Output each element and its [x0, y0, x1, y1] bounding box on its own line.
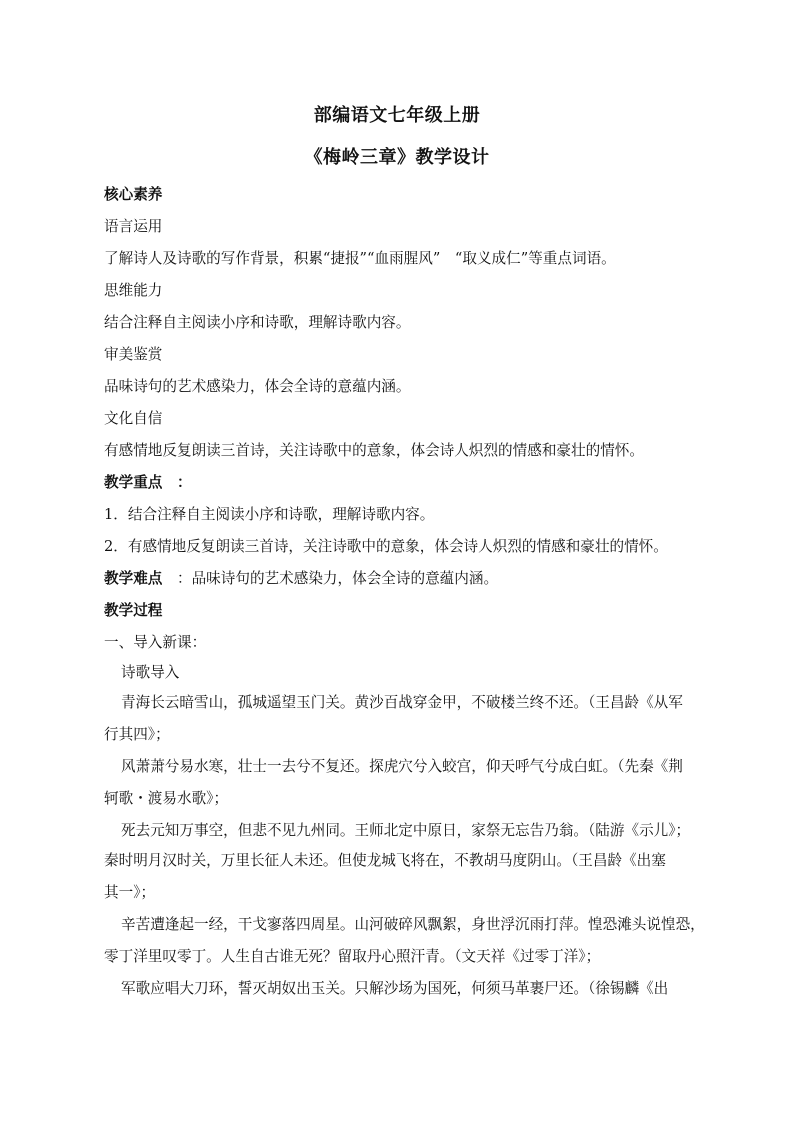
poem-4-line-2: 其一》；: [104, 884, 156, 901]
heading-culture: 文化自信: [104, 410, 163, 427]
poem-4-line-1: 秦时明月汉时关，万里长征人未还。但使龙城飞将在，不教胡马度阴山。（王昌龄《出塞: [104, 852, 666, 869]
heading-difficulty: 教学难点: [104, 570, 163, 587]
heading-key-points: 教学重点 ：: [104, 474, 192, 491]
step-1-heading: 一、导入新课：: [104, 634, 207, 651]
poem-5-line-1: 辛苦遭逢起一经，干戈寥落四周星。山河破碎风飘絮，身世浮沉雨打萍。惶恐滩头说惶恐，: [121, 916, 705, 933]
heading-aesthetic: 审美鉴赏: [104, 346, 163, 363]
key-point-2: 2．有感情地反复朗读三首诗，关注诗歌中的意象，体会诗人炽烈的情感和豪壮的情怀。: [104, 538, 668, 555]
text-difficulty: ：品味诗句的艺术感染力，体会全诗的意蕴内涵。: [162, 570, 499, 587]
poem-2-line-1: 风萧萧兮易水寒，壮士一去兮不复还。探虎穴兮入蛟宫，仰天呼气兮成白虹。（先秦《荆: [121, 758, 683, 775]
doc-title-lesson: 《梅岭三章》教学设计: [304, 147, 490, 168]
doc-title-grade: 部编语文七年级上册: [313, 105, 481, 126]
text-language-use: 了解诗人及诗歌的写作背景，积累“捷报”“血雨腥风” “取义成仁”等重点词语。: [104, 250, 616, 267]
text-thinking: 结合注释自主阅读小序和诗歌，理解诗歌内容。: [104, 314, 411, 331]
heading-process: 教学过程: [104, 602, 163, 619]
heading-core-literacy: 核心素养: [104, 186, 163, 203]
poem-5-line-2: 零丁洋里叹零丁。人生自古谁无死？留取丹心照汗青。（文天祥《过零丁洋》；: [104, 948, 601, 965]
poem-2-line-2: 轲歌・渡易水歌》；: [104, 790, 229, 807]
text-aesthetic: 品味诗句的艺术感染力，体会全诗的意蕴内涵。: [104, 378, 411, 395]
difficulty-line: [104, 568, 724, 590]
poem-3-line: 死去元知万事空，但悲不见九州同。王师北定中原日，家祭无忘告乃翁。（陆游《示儿》；: [121, 822, 691, 839]
key-point-1: 1．结合注释自主阅读小序和诗歌，理解诗歌内容。: [104, 506, 435, 523]
heading-thinking: 思维能力: [104, 282, 163, 299]
poem-6-line-1: 军歌应唱大刀环，誓灭胡奴出玉关。只解沙场为国死，何须马革裹尸还。（徐锡麟《出: [121, 980, 669, 997]
poem-1-line-1: 青海长云暗雪山，孤城遥望玉门关。黄沙百战穿金甲，不破楼兰终不还。（王昌龄《从军: [121, 694, 683, 711]
poem-intro-heading: 诗歌导入: [121, 664, 180, 681]
heading-language-use: 语言运用: [104, 218, 163, 235]
text-culture: 有感情地反复朗读三首诗，关注诗歌中的意象，体会诗人炽烈的情感和豪壮的情怀。: [104, 442, 644, 459]
poem-1-line-2: 行其四》；: [104, 726, 170, 743]
